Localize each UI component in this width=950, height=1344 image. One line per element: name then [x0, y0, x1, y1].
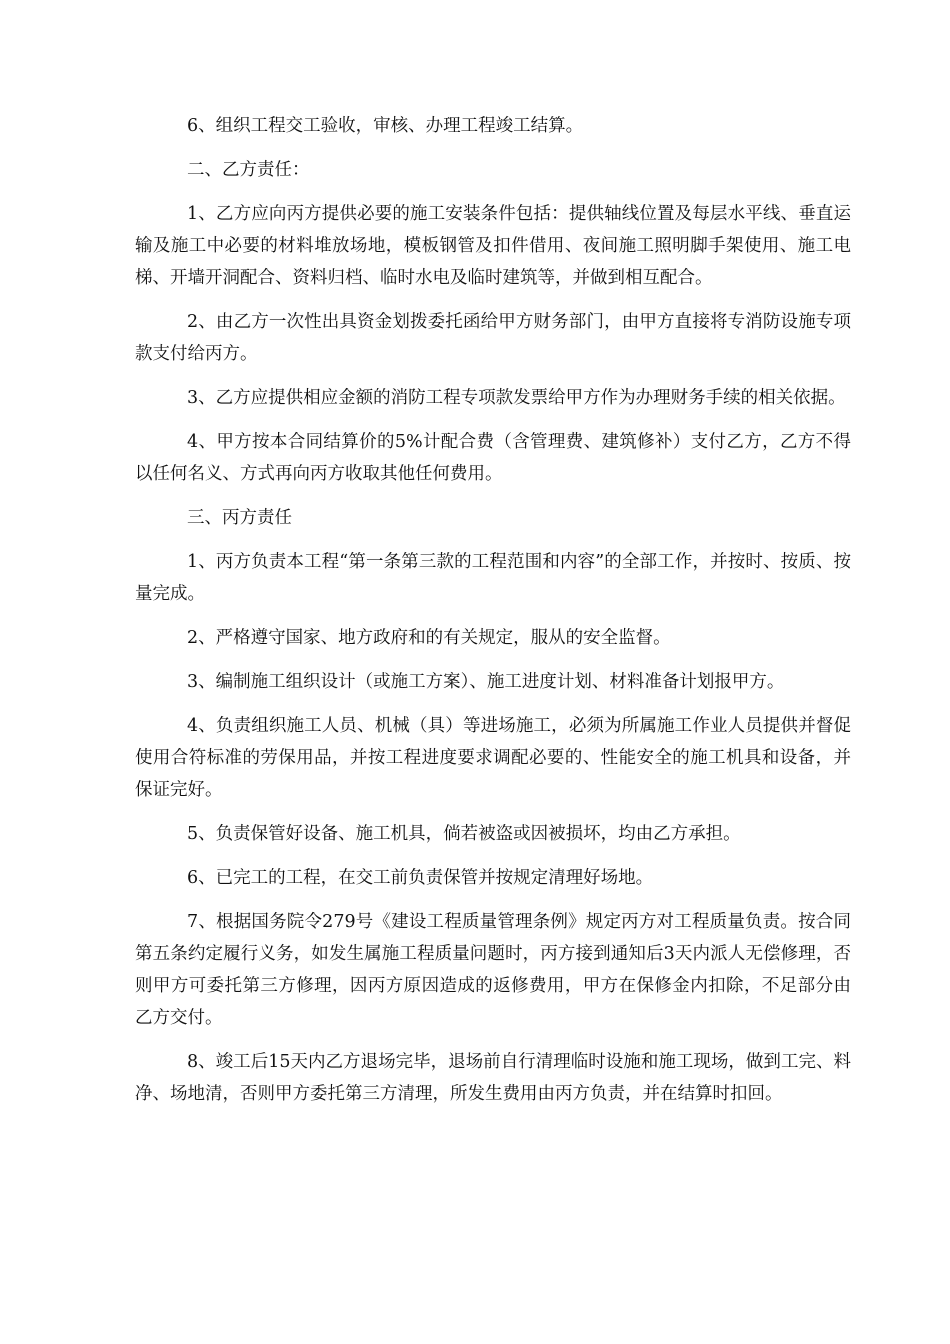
paragraph-party-c-3: 3、编制施工组织设计（或施工方案）、施工进度计划、材料准备计划报甲方。 — [187, 672, 785, 692]
document-body — [135, 110, 851, 1122]
paragraph-party-b-4: 4、甲方按本合同结算价的5%计配合费（含管理费、建筑修补）支付乙方，乙方不得以任何名义、方式再向丙方收取其他任何费用。 — [135, 432, 851, 484]
paragraph-party-c-4: 4、负责组织施工人员、机械（具）等进场施工，必须为所属施工作业人员提供并督促使用合符标准的劳保用品，并按工程进度要求调配必要的、性能安全的施工机具和设备，并保证完好。 — [135, 716, 851, 800]
section-heading-party-c: 三、丙方责任 — [187, 508, 292, 528]
paragraph-party-c-1: 1、丙方负责本工程“第一条第三款的工程范围和内容”的全部工作，并按时、按质、按量完成。 — [135, 552, 851, 604]
paragraph-party-c-6: 6、已完工的工程，在交工前负责保管并按规定清理好场地。 — [187, 868, 654, 888]
paragraph-party-c-2: 2、严格遵守国家、地方政府和的有关规定，服从的安全监督。 — [187, 628, 671, 648]
paragraph-party-b-1: 1、乙方应向丙方提供必要的施工安装条件包括：提供轴线位置及每层水平线、垂直运输及施工中必要的材料堆放场地，模板钢管及扣件借用、夜间施工照明脚手架使用、施工电梯、开墙开洞配合、资料归档、临时水电及临时建筑等，并做到相互配合。 — [135, 204, 851, 288]
paragraph-party-b-3: 3、乙方应提供相应金额的消防工程专项款发票给甲方作为办理财务手续的相关依据。 — [187, 388, 846, 408]
section-heading-party-b: 二、乙方责任： — [187, 160, 310, 180]
paragraph-party-b-2: 2、由乙方一次性出具资金划拨委托函给甲方财务部门，由甲方直接将专消防设施专项款支付给丙方。 — [135, 312, 851, 364]
paragraph-party-c-5: 5、负责保管好设备、施工机具，倘若被盗或因被损坏，均由乙方承担。 — [187, 824, 741, 844]
paragraph-1: 6、组织工程交工验收，审核、办理工程竣工结算。 — [187, 116, 584, 136]
paragraph-party-c-8: 8、竣工后15天内乙方退场完毕，退场前自行清理临时设施和施工现场，做到工完、料净、场地清，否则甲方委托第三方清理，所发生费用由丙方负责，并在结算时扣回。 — [135, 1052, 851, 1104]
paragraph-party-c-7: 7、根据国务院令279号《建设工程质量管理条例》规定丙方对工程质量负责。按合同第五条约定履行义务，如发生属施工程质量问题时，丙方接到通知后3天内派人无偿修理，否则甲方可委托第三方修理，因丙方原因造成的返修费用，甲方在保修金内扣除，不足部分由乙方交付。 — [135, 912, 851, 1028]
